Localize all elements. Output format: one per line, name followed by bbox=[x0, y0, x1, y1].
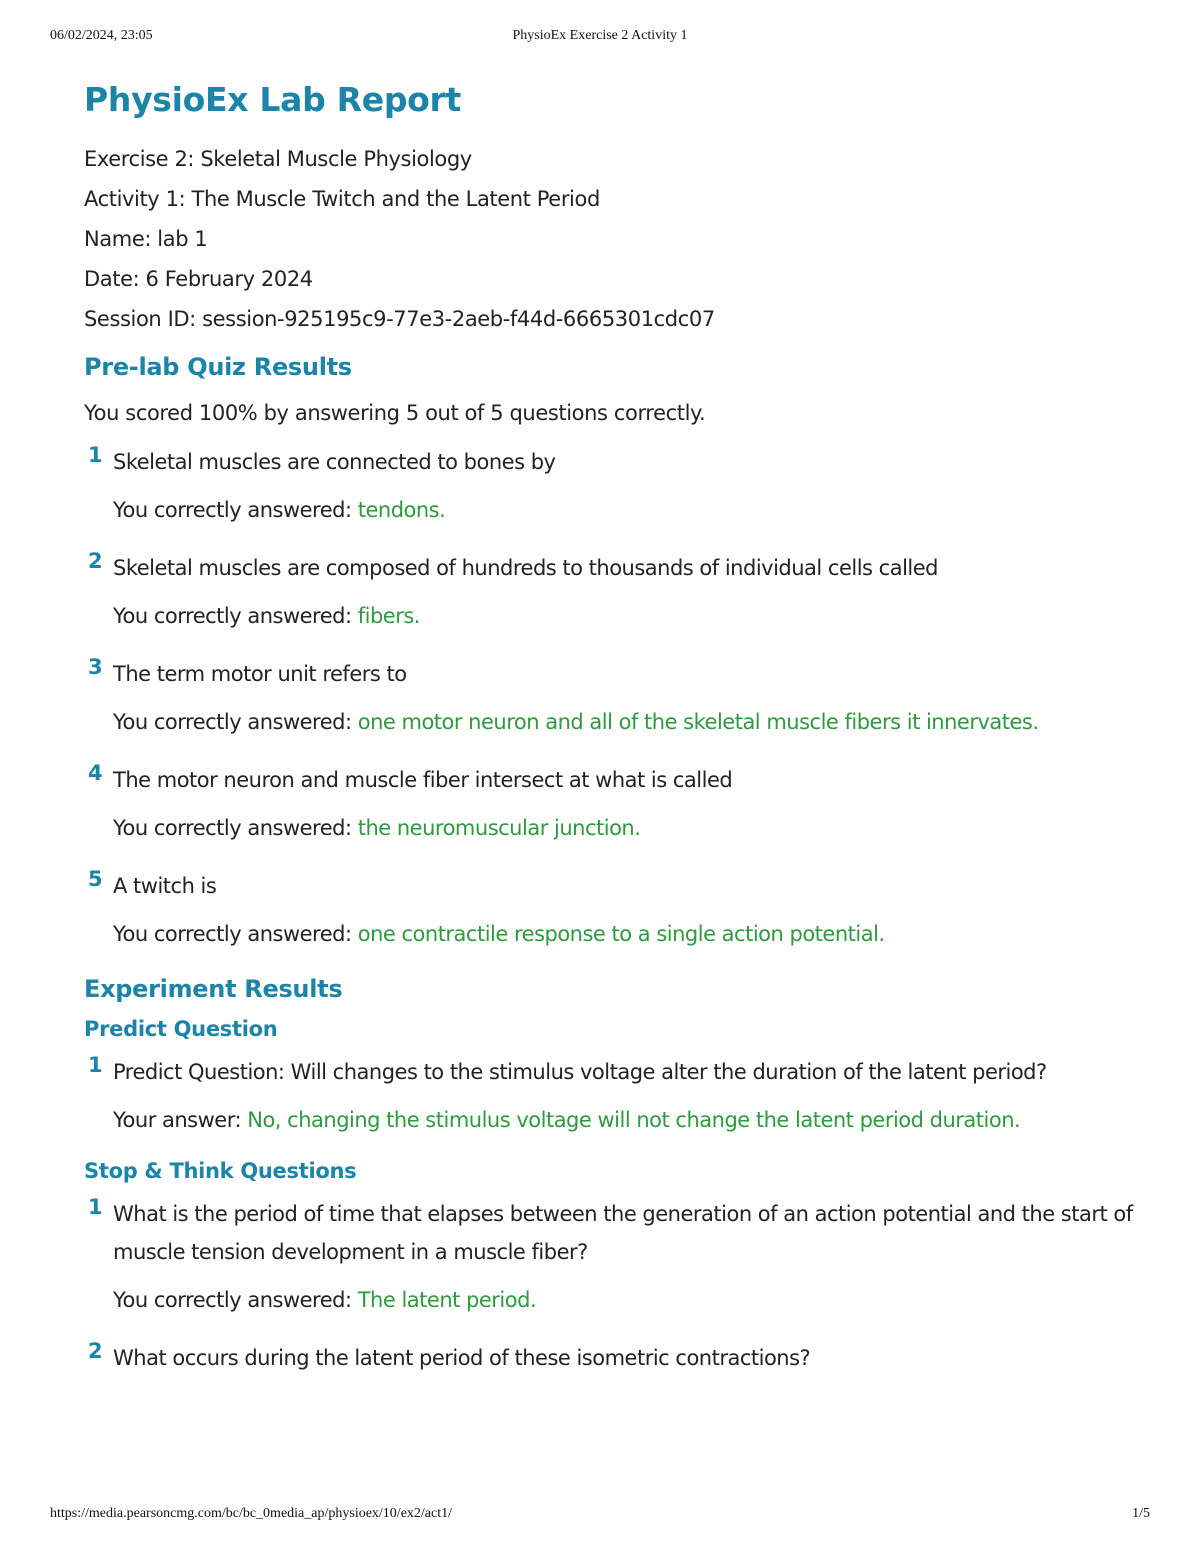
report-meta bbox=[84, 139, 1154, 339]
question-answer bbox=[113, 813, 1154, 843]
answer-prefix: You correctly answered: bbox=[113, 604, 358, 628]
answer-value: The latent period. bbox=[357, 1288, 537, 1312]
question-answer bbox=[113, 1105, 1154, 1135]
answer-value: tendons. bbox=[357, 498, 446, 522]
answer-prefix: Your answer: bbox=[113, 1108, 248, 1132]
question-text: The term motor unit refers to bbox=[113, 662, 407, 686]
question-number: 2 bbox=[88, 1339, 103, 1363]
question-answer bbox=[113, 919, 1154, 949]
answer-value: No, changing the stimulus voltage will not change the latent period duration. bbox=[247, 1108, 1021, 1132]
date-line: Date: 6 February 2024 bbox=[84, 267, 313, 291]
prelab-question bbox=[84, 549, 1154, 631]
question-text: What occurs during the latent period of these isometric contractions? bbox=[113, 1346, 811, 1370]
question-text: Predict Question: Will changes to the stimulus voltage alter the duration of the latent period? bbox=[113, 1060, 1047, 1084]
stop-question-list bbox=[84, 1195, 1154, 1377]
session-line: Session ID: session-925195c9-77e3-2aeb-f44d-6665301cdc07 bbox=[84, 307, 715, 331]
question-text: Skeletal muscles are composed of hundreds to thousands of individual cells called bbox=[113, 556, 939, 580]
answer-value: fibers. bbox=[357, 604, 420, 628]
report-title: PhysioEx Lab Report bbox=[84, 80, 461, 119]
answer-value: one contractile response to a single action potential. bbox=[357, 922, 885, 946]
answer-value: the neuromuscular junction. bbox=[357, 816, 641, 840]
print-page-number: 1/5 bbox=[1132, 1506, 1150, 1521]
question-answer bbox=[113, 707, 1154, 737]
experiment-heading: Experiment Results bbox=[84, 975, 343, 1003]
question-text: The motor neuron and muscle fiber intersect at what is called bbox=[113, 768, 733, 792]
question-number: 1 bbox=[88, 443, 103, 467]
prelab-question-list bbox=[84, 443, 1154, 949]
exercise-line: Exercise 2: Skeletal Muscle Physiology bbox=[84, 147, 472, 171]
print-datetime: 06/02/2024, 23:05 bbox=[50, 28, 153, 43]
answer-prefix: You correctly answered: bbox=[113, 1288, 358, 1312]
stop-question bbox=[84, 1339, 1154, 1377]
answer-prefix: You correctly answered: bbox=[113, 922, 358, 946]
question-number: 5 bbox=[88, 867, 103, 891]
question-answer bbox=[113, 495, 1154, 525]
prelab-question bbox=[84, 867, 1154, 949]
question-number: 1 bbox=[88, 1195, 103, 1219]
question-number: 3 bbox=[88, 655, 103, 679]
name-line: Name: lab 1 bbox=[84, 227, 208, 251]
prelab-question bbox=[84, 443, 1154, 525]
prelab-heading: Pre-lab Quiz Results bbox=[84, 353, 352, 381]
report-content bbox=[84, 80, 1154, 1401]
answer-prefix: You correctly answered: bbox=[113, 816, 358, 840]
prelab-question bbox=[84, 655, 1154, 737]
answer-prefix: You correctly answered: bbox=[113, 498, 358, 522]
activity-line: Activity 1: The Muscle Twitch and the Latent Period bbox=[84, 187, 600, 211]
question-text: Skeletal muscles are connected to bones by bbox=[113, 450, 556, 474]
predict-heading: Predict Question bbox=[84, 1017, 278, 1041]
answer-value: one motor neuron and all of the skeletal muscle fibers it innervates. bbox=[357, 710, 1039, 734]
stop-think-heading: Stop & Think Questions bbox=[84, 1159, 357, 1183]
predict-question-list bbox=[84, 1053, 1154, 1135]
answer-prefix: You correctly answered: bbox=[113, 710, 358, 734]
question-number: 4 bbox=[88, 761, 103, 785]
question-number: 1 bbox=[88, 1053, 103, 1077]
stop-question bbox=[84, 1195, 1154, 1315]
question-answer bbox=[113, 1285, 1154, 1315]
prelab-question bbox=[84, 761, 1154, 843]
prelab-score: You scored 100% by answering 5 out of 5 questions correctly. bbox=[84, 401, 706, 425]
print-url: https://media.pearsoncmg.com/bc/bc_0media_ap/physioex/10/ex2/act1/ bbox=[50, 1506, 453, 1521]
question-text: What is the period of time that elapses between the generation of an action potential and the start of muscle tension development in a muscle fiber? bbox=[113, 1202, 1133, 1264]
print-doc-title: PhysioEx Exercise 2 Activity 1 bbox=[512, 28, 688, 43]
question-answer bbox=[113, 601, 1154, 631]
question-number: 2 bbox=[88, 549, 103, 573]
predict-question bbox=[84, 1053, 1154, 1135]
question-text: A twitch is bbox=[113, 874, 217, 898]
